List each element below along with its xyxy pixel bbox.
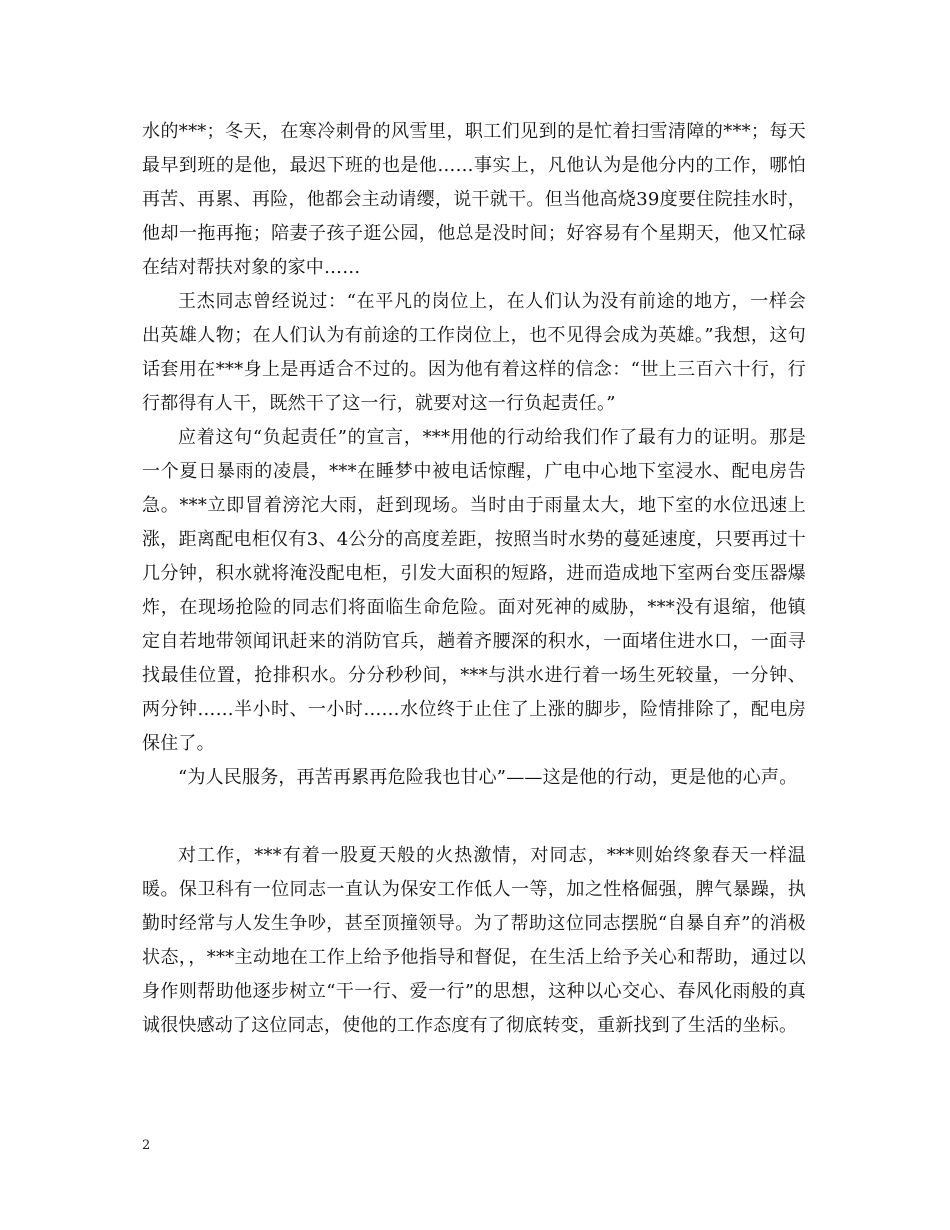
paragraph-continued: 水的***；冬天，在寒冷刺骨的风雪里，职工们见到的是忙着扫雪清障的***；每天最早到班的是他，最迟下班的也是他……事实上，凡他认为是他分内的工作，哪怕再苦、再累、再险，他都会主动请缨，说干就干。但当他高烧39度要住院挂水时，他却一拖再拖；陪妻子孩子逛公园，他总是没时间；好容易有个星期天，他又忙碌在结对帮扶对象的家中…… bbox=[142, 121, 806, 278]
paragraph-motto: “为人民服务，再苦再累再危险我也甘心”——这是他的行动，更是他的心声。 bbox=[178, 767, 798, 788]
paragraph-storm-rescue: 应着这句“负起责任”的宣言，***用他的行动给我们作了最有力的证明。那是一个夏日暴雨的凌晨，***在睡梦中被电话惊醒，广电中心地下室浸水、配电房告急。***立即冒着滂沱大雨，赶到现场。当时由于雨量太大，地下室的水位迅速上涨，距离配电柜仅有3、4公分的高度差距，按照当时水势的蔓延速度，只要再过十几分钟，积水就将淹没配电柜，引发大面积的短路，进而造成地下室两台变压器爆炸，在现场抢险的同志们将面临生命危险。面对死神的威胁，***没有退缩，他镇定自若地带领闻讯赶来的消防官兵，趟着齐腰深的积水，一面堵住进水口，一面寻找最佳位置，抢排积水。分分秒秒间，***与洪水进行着一场生死较量，一分钟、两分钟……半小时、一小时……水位终于止住了上涨的脚步，险情排除了，配电房保住了。 bbox=[142, 427, 806, 754]
paragraph-gap bbox=[142, 795, 806, 839]
paragraph-colleague-care: 对工作，***有着一股夏天般的火热激情，对同志，***则始终象春天一样温暖。保卫科有一位同志一直认为保安工作低人一等，加之性格倔强，脾气暴躁，执勤时经常与人发生争吵，甚至顶撞领导。为了帮助这位同志摆脱“自暴自弃”的消极状态，，***主动地在工作上给予他指导和督促，在生活上给予关心和帮助，通过以身作则帮助他逐步树立“干一行、爱一行”的思想，这种以心交心、春风化雨般的真诚很快感动了这位同志，使他的工作态度有了彻底转变，重新找到了生活的坐标。 bbox=[142, 845, 806, 1036]
paragraph-quote-wangjie: 王杰同志曾经说过：“在平凡的岗位上，在人们认为没有前途的地方，一样会出英雄人物；在人们认为有前途的工作岗位上，也不见得会成为英雄。”我想，这句话套用在***身上是再适合不过的。因为他有着这样的信念：“世上三百六十行，行行都得有人干，既然干了这一行，就要对这一行负起责任。” bbox=[142, 291, 806, 414]
document-page bbox=[142, 115, 806, 1043]
page-number: 2 bbox=[142, 1138, 151, 1153]
